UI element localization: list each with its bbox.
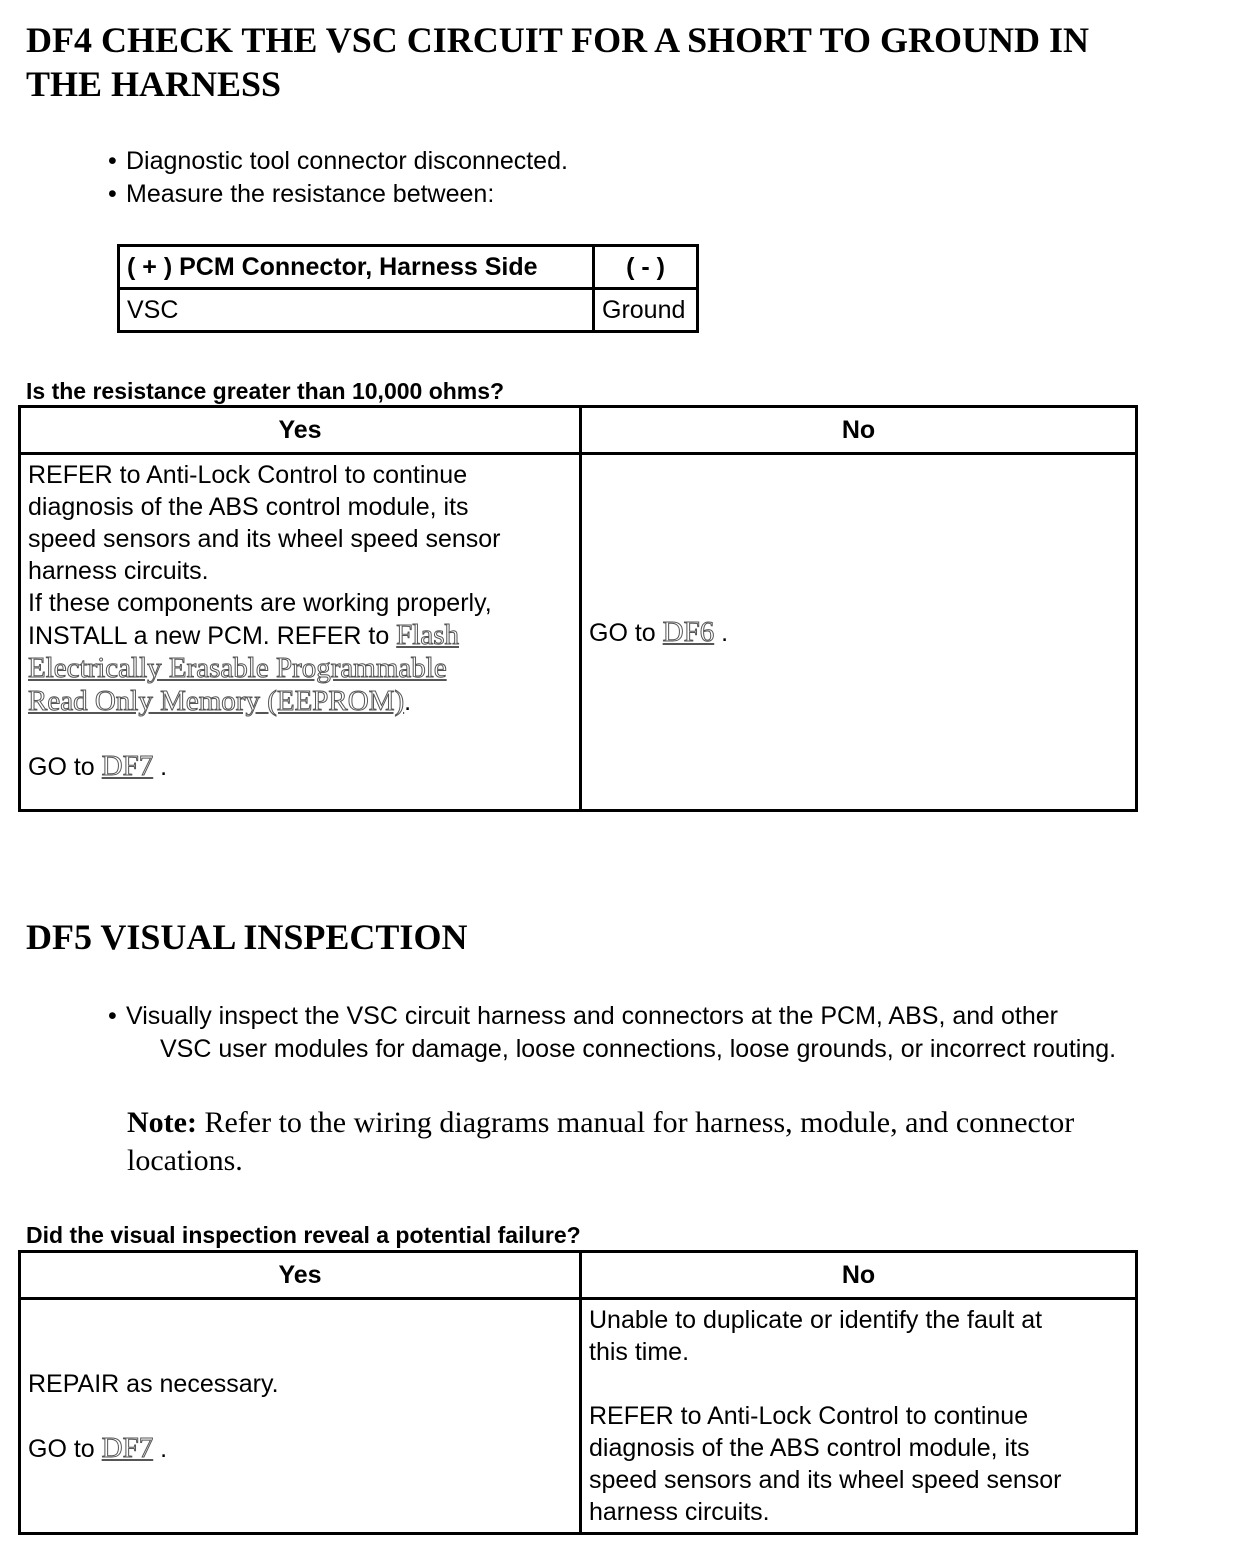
install-text: INSTALL a new PCM. REFER to bbox=[28, 622, 390, 650]
measurement-table bbox=[117, 244, 699, 333]
df5-decision-table bbox=[18, 1250, 1138, 1535]
bullet-icon: • bbox=[108, 1002, 117, 1030]
bullet-icon: • bbox=[108, 147, 117, 175]
no-text-line: speed sensors and its wheel speed sensor bbox=[589, 1466, 1062, 1494]
yes-text-line: harness circuits. bbox=[28, 557, 209, 585]
eeprom-link[interactable]: Read Only Memory (EEPROM) bbox=[28, 685, 405, 717]
table-cell: VSC bbox=[119, 289, 594, 332]
note-text: locations. bbox=[127, 1144, 243, 1177]
table-row bbox=[20, 1299, 1137, 1534]
table-header-row bbox=[20, 1252, 1137, 1299]
goto-suffix: . bbox=[160, 753, 168, 781]
bullet-icon: • bbox=[108, 180, 117, 208]
df5-bullet-list bbox=[108, 1000, 1116, 1066]
df4-question: Is the resistance greater than 10,000 ohms? bbox=[26, 378, 505, 404]
eeprom-link[interactable]: Electrically Erasable Programmable bbox=[28, 652, 447, 684]
df4-title-line1: DF4 CHECK THE VSC CIRCUIT FOR A SHORT TO GROUND IN bbox=[26, 20, 1089, 60]
yes-text-line: REFER to Anti-Lock Control to continue bbox=[28, 461, 468, 489]
table-cell: Ground bbox=[594, 289, 698, 332]
no-text-line: harness circuits. bbox=[589, 1498, 770, 1526]
df4-no-cell bbox=[581, 454, 1137, 811]
list-item bbox=[108, 178, 568, 211]
df4-yes-cell bbox=[20, 454, 581, 811]
no-text-line: REFER to Anti-Lock Control to continue bbox=[589, 1402, 1029, 1430]
no-text-line: diagnosis of the ABS control module, its bbox=[589, 1434, 1030, 1462]
no-header: No bbox=[581, 1252, 1137, 1299]
note-block bbox=[127, 1104, 1074, 1180]
no-text-line: this time. bbox=[589, 1338, 690, 1366]
link-suffix: . bbox=[404, 688, 412, 716]
yes-text-line: REPAIR as necessary. bbox=[28, 1369, 279, 1398]
bullet-text: Visually inspect the VSC circuit harness and connectors at the PCM, ABS, and other bbox=[126, 1002, 1058, 1030]
no-header: No bbox=[581, 407, 1137, 454]
df5-question: Did the visual inspection reveal a potential failure? bbox=[26, 1222, 581, 1248]
table-header-row bbox=[20, 407, 1137, 454]
goto-line bbox=[28, 1432, 572, 1465]
yes-header: Yes bbox=[20, 1252, 581, 1299]
goto-prefix: GO to bbox=[589, 618, 656, 647]
goto-line bbox=[28, 750, 572, 783]
yes-text-line: diagnosis of the ABS control module, its bbox=[28, 493, 469, 521]
table-row bbox=[119, 289, 698, 332]
yes-text-line bbox=[28, 619, 572, 652]
list-item bbox=[108, 145, 568, 178]
df4-heading bbox=[26, 18, 1089, 106]
df4-decision-table bbox=[18, 405, 1138, 812]
bullet-text: Measure the resistance between: bbox=[126, 180, 495, 208]
yes-text-line: If these components are working properly, bbox=[28, 589, 492, 617]
note-label: Note: bbox=[127, 1106, 197, 1139]
df5-heading bbox=[26, 915, 467, 959]
eeprom-link[interactable]: Flash bbox=[396, 619, 460, 651]
list-item bbox=[108, 1000, 1116, 1033]
column-header: ( + ) PCM Connector, Harness Side bbox=[119, 246, 594, 289]
df4-title-line2: THE HARNESS bbox=[26, 64, 282, 104]
column-header: ( - ) bbox=[594, 246, 698, 289]
goto-prefix: GO to bbox=[28, 1434, 95, 1463]
no-text-line: Unable to duplicate or identify the fault at bbox=[589, 1306, 1043, 1334]
df5-yes-cell bbox=[20, 1299, 581, 1534]
bullet-continuation: VSC user modules for damage, loose connections, loose grounds, or incorrect routing. bbox=[160, 1035, 1117, 1063]
table-header-row bbox=[119, 246, 698, 289]
yes-header: Yes bbox=[20, 407, 581, 454]
goto-prefix: GO to bbox=[28, 753, 95, 781]
df5-no-cell bbox=[581, 1299, 1137, 1534]
df6-link[interactable]: DF6 bbox=[662, 615, 715, 648]
df4-bullet-list bbox=[108, 145, 568, 211]
yes-text-line: speed sensors and its wheel speed sensor bbox=[28, 525, 501, 553]
goto-suffix: . bbox=[160, 1434, 168, 1463]
df5-title: DF5 VISUAL INSPECTION bbox=[26, 917, 468, 957]
df7-link[interactable]: DF7 bbox=[101, 1431, 154, 1464]
df7-link[interactable]: DF7 bbox=[101, 750, 154, 782]
goto-suffix: . bbox=[721, 618, 729, 647]
bullet-text: Diagnostic tool connector disconnected. bbox=[126, 147, 568, 175]
note-text: Refer to the wiring diagrams manual for harness, module, and connector bbox=[204, 1106, 1075, 1139]
table-row bbox=[20, 454, 1137, 811]
